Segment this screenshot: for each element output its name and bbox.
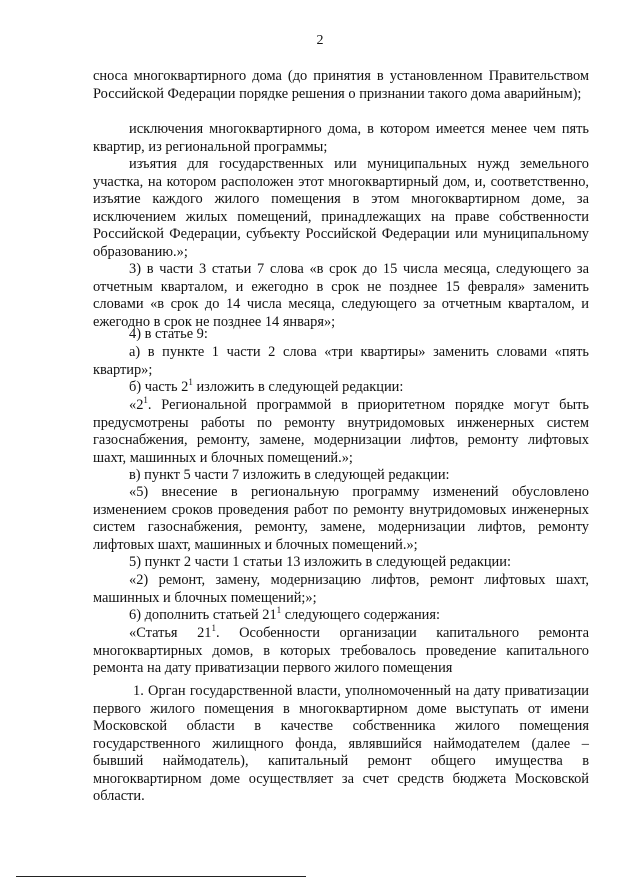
superscript: 1 xyxy=(143,395,148,405)
paragraph-item-6 xyxy=(93,607,589,625)
article-21-1-part-1: 1. Орган государственной власти, уполномоченный на дату приватизации первого жилого помещения в многоквартирном доме выступать от имени Московской области в качестве собственника жилого помещения государственного жилищного фонда, являвшийся наймодателем (далее – бывший наймодатель), капитальный ремонт общего имущества в многоквартирном доме осуществляет за счет средств бюджета Московской области. xyxy=(93,683,589,804)
text-fragment: изложить в следующей редакции: xyxy=(192,379,404,395)
text-fragment: . Региональной программой в приоритетном порядке могут быть предусмотрены работы по ремонту внутридомовых инженерных систем газоснабжения, ремонту, замене, модернизации лифтов, ремонту лифтовых шахт, машинных и блочных помещений.»; xyxy=(93,397,589,466)
paragraph-point-5-text: «5) внесение в региональную программу изменений обусловлено изменением сроков проведения работ по ремонту внутридомовых инженерных систем газоснабжения, ремонту, замене, модернизации лифтов, ремонту лифтовых шахт, машинных и блочных помещений.»; xyxy=(93,484,589,553)
text-fragment: б) часть 2 xyxy=(129,379,189,395)
text-fragment: 6) дополнить статьей 21 xyxy=(129,607,277,623)
paragraph-item-3: 3) в части 3 статьи 7 слова «в срок до 15 числа месяца, следующего за отчетным кварталом, и ежегодно в срок не позднее 15 февраля» заменить словами «в срок до 14 числа месяца, следующего за отчетным кварталом, и ежегодно в срок не позднее 14 января»; xyxy=(93,261,589,330)
article-21-1-heading xyxy=(93,625,589,678)
text-fragment: «Статья 21 xyxy=(129,625,212,641)
paragraph-point-2-text: «2) ремонт, замену, модернизацию лифтов, ремонт лифтовых шахт, машинных и блочных помещений;»; xyxy=(93,572,589,606)
paragraph-item-5: 5) пункт 2 части 1 статьи 13 изложить в следующей редакции: xyxy=(129,554,511,570)
paragraph-item-4a: а) в пункте 1 части 2 слова «три квартиры» заменить словами «пять квартир»; xyxy=(93,344,589,378)
superscript: 1 xyxy=(211,623,216,633)
paragraph-item-4: 4) в статье 9: xyxy=(129,326,208,342)
text-fragment: . Особенности организации капитального ремонта многоквартирных домов, в которых требовалось проведение капитального ремонта на дату приватизации первого жилого помещения xyxy=(93,625,589,676)
text-fragment: «2 xyxy=(129,397,144,413)
paragraph-exclusion: исключения многоквартирного дома, в котором имеется менее чем пять квартир, из региональной программы; xyxy=(93,121,589,155)
paragraph-item-4b xyxy=(93,379,589,397)
superscript: 1 xyxy=(188,377,193,387)
text-fragment: следующего содержания: xyxy=(281,607,440,623)
superscript: 1 xyxy=(276,605,282,615)
footer-rule xyxy=(16,876,306,877)
paragraph-demolition: сноса многоквартирного дома (до принятия в установленном Правительством Российской Федерации порядке решения о признании такого дома аварийным); xyxy=(93,68,589,102)
paragraph-item-4c: в) пункт 5 части 7 изложить в следующей редакции: xyxy=(129,467,450,483)
page-number: 2 xyxy=(316,33,324,48)
paragraph-seizure: изъятия для государственных или муниципальных нужд земельного участка, на котором расположен этот многоквартирный дом, и, соответственно, изъятие каждого жилого помещения в этом многоквартирном доме, за исключением жилых помещений, принадлежащих на праве собственности Российской Федерации, субъекту Российской Федерации или муниципальному образованию.»; xyxy=(93,156,589,260)
paragraph-part-2-1-text xyxy=(93,397,589,467)
